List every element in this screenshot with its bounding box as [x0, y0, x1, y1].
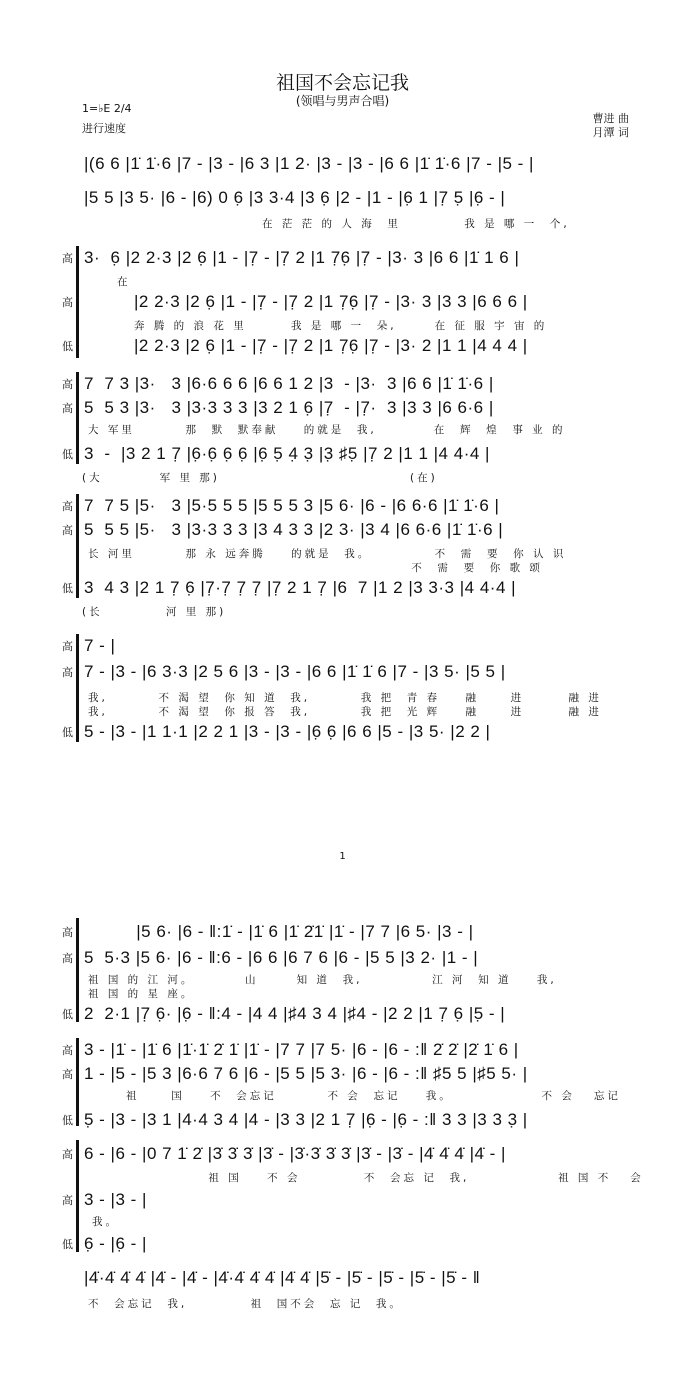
score-row-high-1	[78, 920, 618, 944]
score-row-high-1	[78, 372, 618, 396]
notes: 7 - |3 - |6 3·3 |2 5 6 |3 - |3 - |6 6 |1̇ 1̇ 6 |7 - |3 5· |5 5 |	[84, 662, 506, 681]
notes: 3· 6̣ |2 2·3 |2 6̣ |1 - |7̣ - |7̣ 2 |1 7̣6̣ |7̣ - |3· 3 |6 6 |1̇ 1 6 |	[84, 248, 520, 267]
page-number: 1	[339, 851, 346, 862]
notes: 5 5 5 |5· 3 |3·3 3 3 |3 4 3 3 |2 3· |3 4 |6 6·6 |1̇ 1̇·6 |	[84, 520, 504, 539]
score-row-high-1	[78, 494, 618, 518]
lyric-line: 祖 国 不 会忘记 不 会 忘记 我。 不 会 忘记	[88, 1090, 621, 1102]
score-row-low	[78, 442, 618, 466]
voice-label-low: 低	[62, 340, 73, 353]
lyric-line: 我, 不 渴 望 你 报 答 我, 我 把 光 辉 融 进 融 进	[88, 706, 602, 718]
voice-label-high: 高	[62, 500, 73, 513]
lyricist-credit: 月潭 词	[592, 126, 629, 139]
score-row-intro	[78, 152, 618, 176]
voice-label-low: 低	[62, 448, 73, 461]
score-row-coda	[78, 1266, 618, 1290]
notes: 3 - |3 2 1 7̣ |6̣·6̣ 6̣ 6̣ |6̣ 5̣ 4̣ 3̣ |3̣ ♯5̣ |7̣ 2 |1 1 |4 4·4 |	[84, 444, 490, 463]
lyric-line: 祖 国 的 星 座。	[88, 988, 195, 1000]
voice-label-low: 低	[62, 1114, 73, 1127]
lyric-line: 祖 国 的 江 河。 山 知 道 我, 江 河 知 道 我,	[88, 974, 557, 986]
key-signature: 1=♭E 2/4	[82, 102, 132, 115]
voice-label-high: 高	[62, 378, 73, 391]
score-row-low	[78, 1232, 188, 1256]
score-row-high-2	[78, 660, 618, 684]
notes: 5 5 3 |3· 3 |3·3 3 3 |3 2 1 6̣ |7̣ - |7̣· 3 |3 3 |6 6·6 |	[84, 398, 494, 417]
lyric-line: (长 河 里 那)	[82, 606, 227, 618]
notes: 6 - |6 - |0 7 1̇ 2̇ |3̇ 3̇ 3̇ |3̇ - |3̇·3̇ 3̇ 3̇ |3̇ - |3̇ - |4̇ 4̇ 4̇ |4̇ - |	[84, 1144, 506, 1163]
lyric-line: 长 河里 那 永 远奔腾 的就是 我。 不 需 要 你 认 识	[88, 548, 567, 560]
lyric-line: 在 茫 茫 的 人 海 里 我 是 哪 一 个,	[262, 218, 570, 230]
lyric-line: (大 军 里 那) (在)	[82, 472, 438, 484]
score-row-low	[78, 576, 618, 600]
notes: |5 6· |6 - ‖:1̇ - |1̇ 6 |1̇ 2̇1̇ |1̇ - |7 7 |6 5· |3 - |	[84, 922, 474, 941]
lyric-line: 大 军里 那 默 默奉献 的就是 我, 在 辉 煌 事 业 的	[88, 424, 566, 436]
score-row-high-1	[78, 634, 618, 658]
voice-label-low: 低	[62, 582, 73, 595]
score-row-high-1	[78, 246, 618, 270]
voice-label-low: 低	[62, 1008, 73, 1021]
voice-label-high: 高	[62, 524, 73, 537]
notes: 3 - |3 - |	[84, 1190, 147, 1209]
score-row-high-1	[78, 1142, 618, 1166]
notes: 7 7 5 |5· 3 |5·5 5 5 |5 5 5 3 |5 6· |6 - |6 6·6 |1̇ 1̇·6 |	[84, 496, 500, 515]
voice-label-high: 高	[62, 1068, 73, 1081]
voice-label-high: 高	[62, 1148, 73, 1161]
voice-label-high: 高	[62, 952, 73, 965]
lyric-line: 我。	[92, 1216, 119, 1228]
song-subtitle: (领唱与男声合唱)	[295, 94, 390, 108]
notes: 3 - |1̇ - |1̇ 6 |1̇·1̇ 2̇ 1̇ |1̇ - |7 7 |7 5· |6 - |6 - :‖ 2̇ 2̇ |2̇ 1̇ 6 |	[84, 1040, 519, 1059]
notes: 7 - |	[84, 636, 116, 655]
notes: 5 5·3 |5 6· |6 - ‖:6 - |6 6 |6 7 6 |6 - |5 5 |3 2· |1 - |	[84, 948, 479, 967]
voice-label-low: 低	[62, 726, 73, 739]
notes: 7 7 3 |3· 3 |6·6 6 6 |6 6 1 2 |3 - |3· 3 |6 6 |1̇ 1̇·6 |	[84, 374, 494, 393]
notes: 1 - |5 - |5 3 |6·6 7 6 |6 - |5 5 |5 3· |6 - |6 - :‖ ♯5 5 |♯5 5· |	[84, 1064, 528, 1083]
score-row-low	[78, 1108, 618, 1132]
voice-label-high: 高	[62, 926, 73, 939]
voice-label-low: 低	[62, 1238, 73, 1251]
lyric-line: 我, 不 渴 望 你 知 道 我, 我 把 青 春 融 进 融 进	[88, 692, 602, 704]
score-row-high-2	[78, 518, 618, 542]
score-row-high-2	[78, 1062, 618, 1086]
score-row-high-1	[78, 1038, 618, 1062]
notes: 3 4 3 |2 1 7̣ 6̣ |7̣·7̣ 7̣ 7̣ |7̣ 2 1 7̣ |6 7 |1 2 |3 3·3 |4 4·4 |	[84, 578, 517, 597]
lyric-line: 在	[117, 276, 131, 288]
lyric-line: 不 会忘记 我, 祖 国不会 忘 记 我。	[88, 1298, 403, 1310]
notes: 5̣ - |3 - |3 1 |4·4 3 4 |4 - |3 3 |2 1 7̣ |6̣ - |6̣ - :‖ 3 3 |3 3 3̣ |	[84, 1110, 528, 1129]
composer-credit: 曹进 曲	[592, 112, 629, 125]
score-row-low	[128, 334, 618, 358]
score-row-high-2	[78, 946, 618, 970]
song-title: 祖国不会忘记我	[275, 72, 409, 94]
lyric-line: 祖 国 不 会 不 会忘 记 我, 祖 国 不 会	[88, 1172, 644, 1184]
notes: 5 - |3 - |1 1·1 |2 2 1 |3 - |3 - |6̣ 6̣ |6 6 |5 - |3 5· |2 2 |	[84, 722, 491, 741]
voice-label-high: 高	[62, 666, 73, 679]
voice-label-high: 高	[62, 296, 73, 309]
lyric-line: 奔 腾 的 浪 花 里 我 是 哪 一 朵, 在 征 服 宇 宙 的	[134, 320, 548, 332]
score-row-high-2	[128, 290, 618, 314]
score-row-high-2	[78, 396, 618, 420]
notes: |2 2·3 |2 6̣ |1 - |7̣ - |7̣ 2 |1 7̣6̣ |7̣ - |3· 3 |3 3 |6 6 6 |	[134, 292, 528, 311]
lyric-line: 不 需 要 你 歌 颂	[88, 562, 543, 574]
voice-label-high: 高	[62, 640, 73, 653]
notes: 6̣ - |6̣ - |	[84, 1234, 147, 1253]
voice-label-high: 高	[62, 1194, 73, 1207]
voice-label-high: 高	[62, 1044, 73, 1057]
score-row-low	[78, 1002, 618, 1026]
notes: |(6 6 |1̇ 1̇·6 |7 - |3 - |6 3 |1 2· |3 - |3 - |6 6 |1̇ 1̇·6 |7 - |5 - |	[84, 154, 534, 173]
tempo-marking: 进行速度	[82, 122, 126, 135]
voice-label-high: 高	[62, 402, 73, 415]
score-row-high-2	[78, 1188, 188, 1212]
notes: 2 2·1 |7̣ 6̣· |6̣ - ‖:4 - |4 4 |♯4 3 4 |♯4 - |2 2 |1 7̣ 6̣ |5̣ - |	[84, 1004, 506, 1023]
score-row-verse-start	[78, 186, 618, 210]
score-row-low	[78, 720, 618, 744]
notes: |4̇·4̇ 4̇ 4̇ |4̇ - |4̇ - |4̇·4̇ 4̇ 4̇ |4̇ 4̇ |5̇ - |5̇ - |5̇ - |5̇ - |5̇ - ‖	[84, 1268, 481, 1287]
voice-label-high: 高	[62, 252, 73, 265]
notes: |2 2·3 |2 6̣ |1 - |7̣ - |7̣ 2 |1 7̣6̣ |7̣ - |3· 2 |1 1 |4 4 4 |	[134, 336, 528, 355]
notes: |5 5 |3 5· |6 - |6) 0 6̣ |3 3·4 |3 6̣ |2 - |1 - |6̣ 1 |7̣ 5̣ |6̣ - |	[84, 188, 506, 207]
